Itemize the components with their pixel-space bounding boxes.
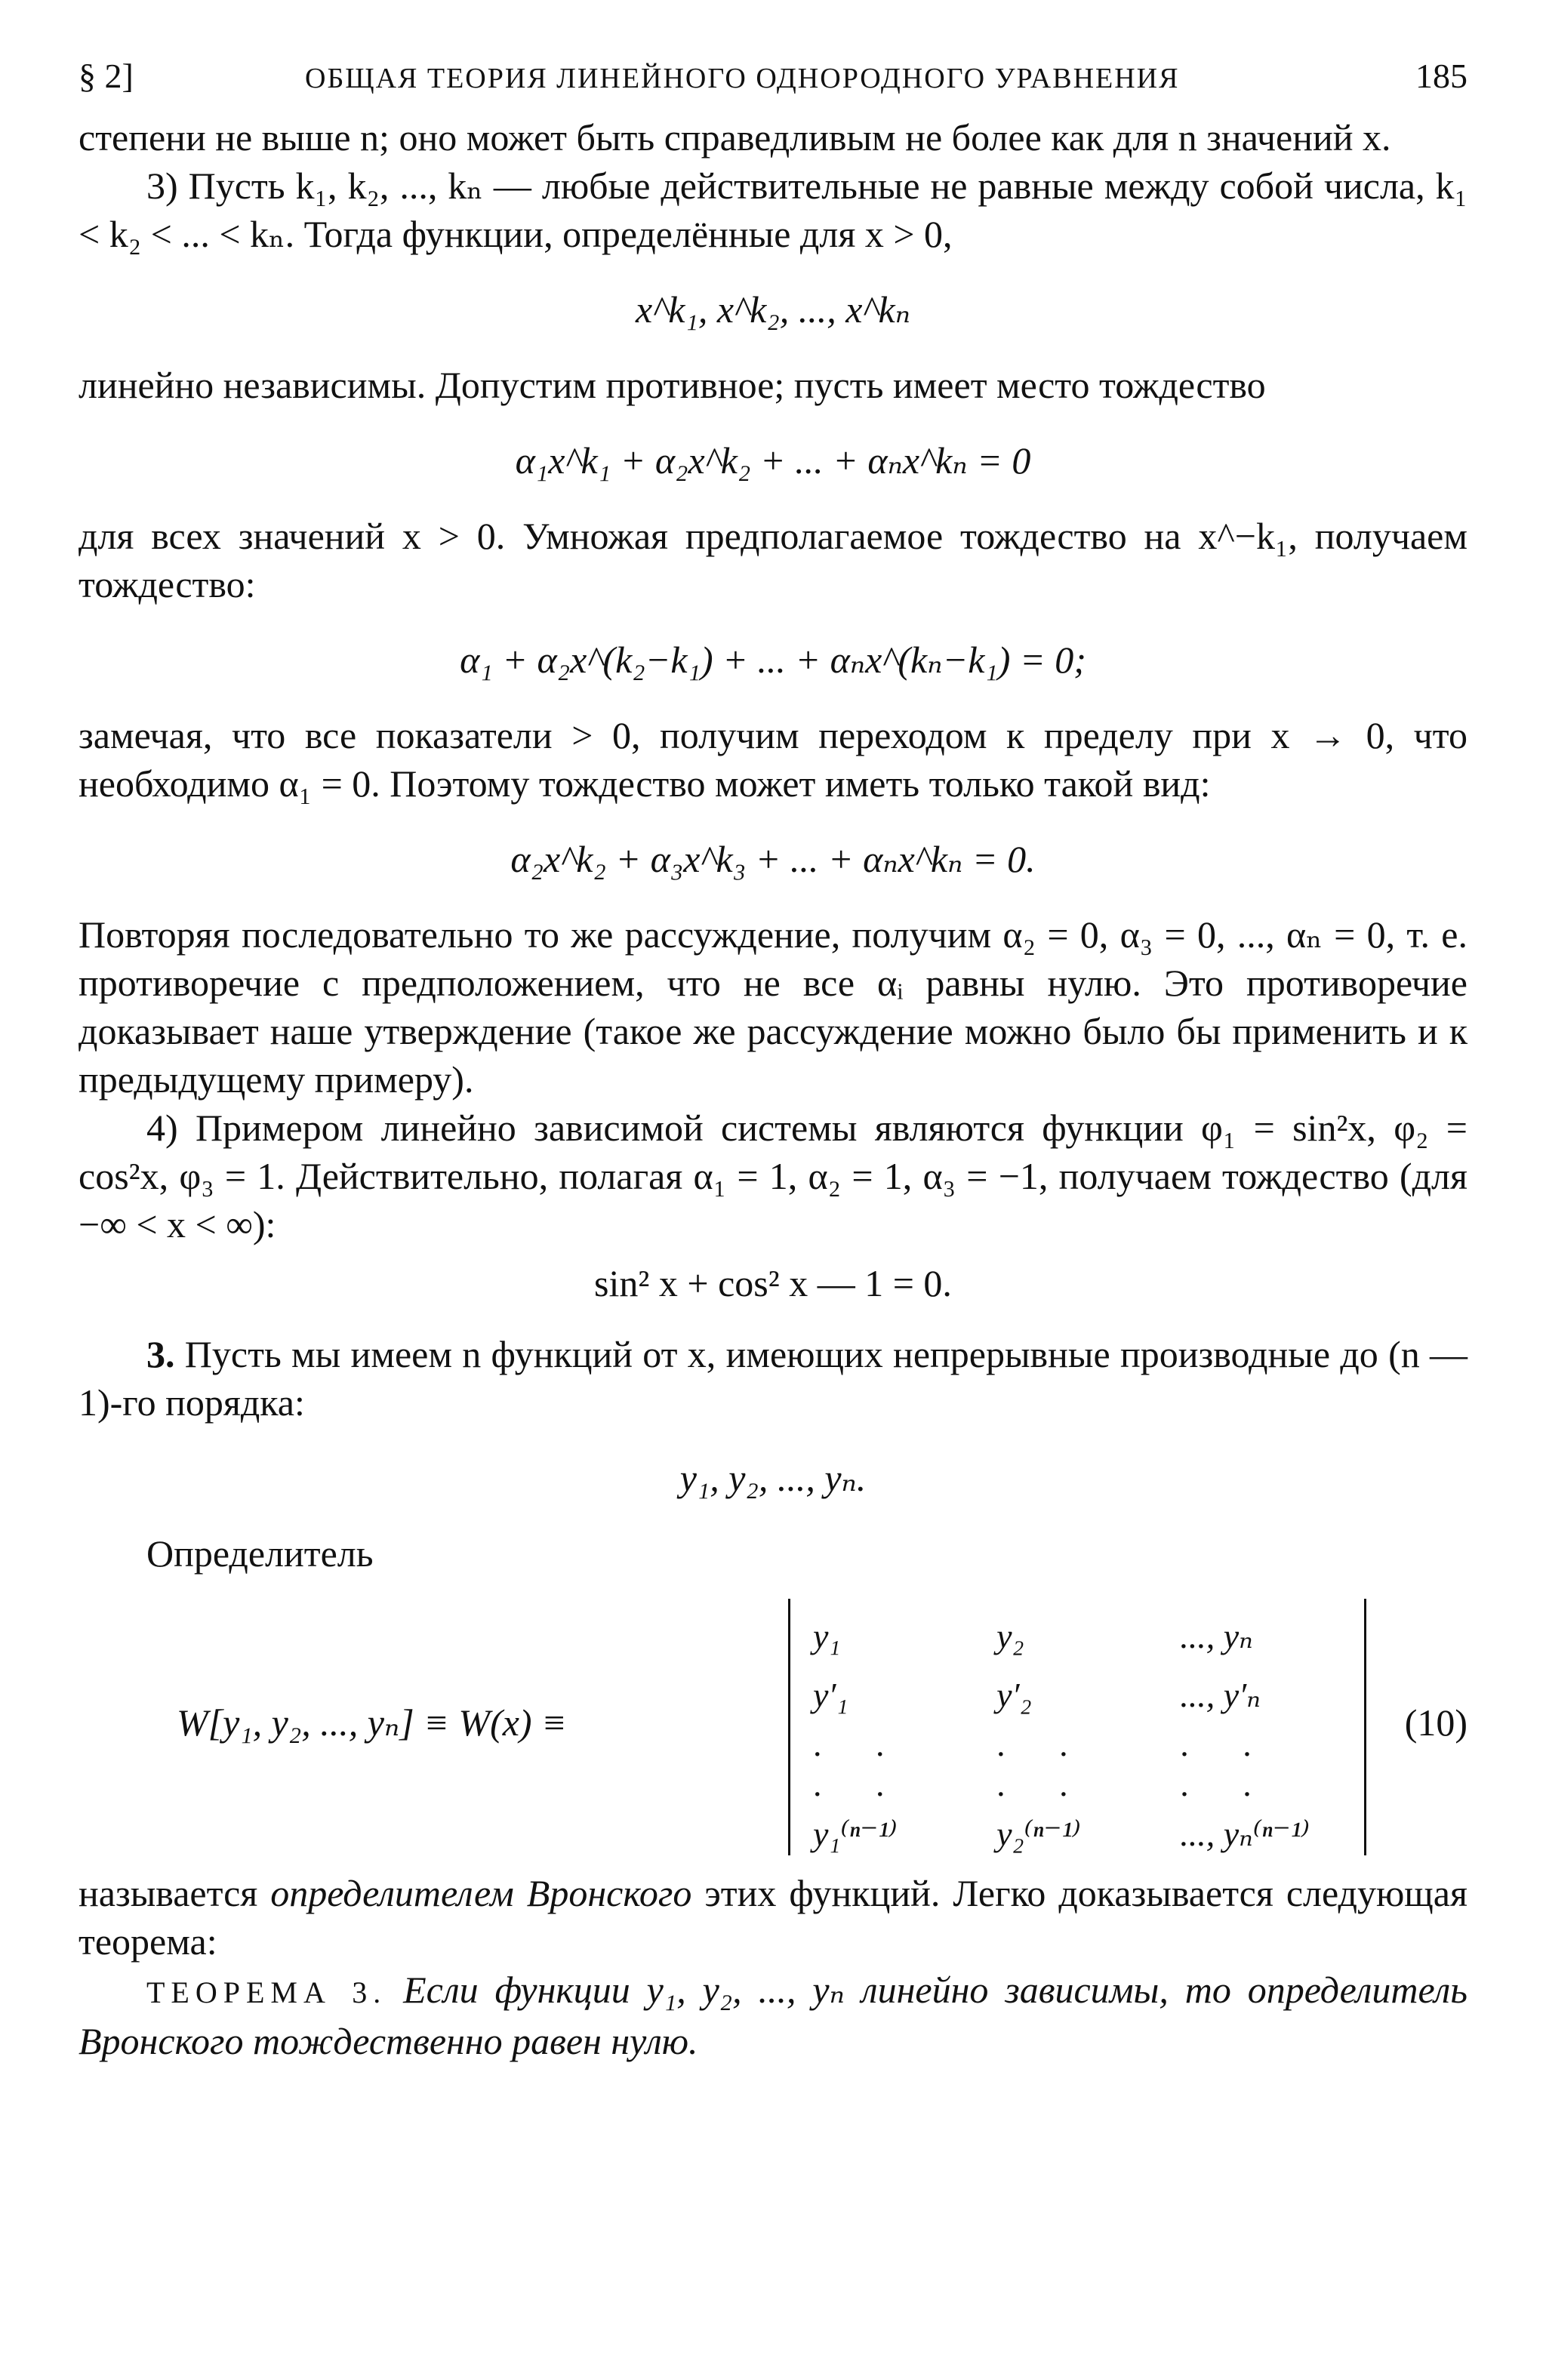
- paragraph-section-3: [79, 1330, 1467, 1427]
- equation-number: (10): [1404, 1701, 1467, 1744]
- matrix-row: [813, 1606, 1364, 1665]
- matrix-row: [813, 1804, 1364, 1863]
- text-run: этих функций. Легко доказывается следующая теорема:: [79, 1872, 1467, 1963]
- equation-powers: x^k₁, x^k₂, ..., x^kₙ: [636, 288, 910, 331]
- matrix-cell: y₁⁽ⁿ⁻¹⁾: [813, 1815, 898, 1853]
- matrix-cell: . . . .: [996, 1725, 1091, 1803]
- paragraph-4: замечая, что все показатели > 0, получим переходом к пределу при x → 0, что необходимо α₁ = 0. Поэтому тождество может иметь только такой вид:: [79, 714, 1467, 805]
- equation-identity: α₁x^k₁ + α₂x^k₂ + ... + αₙx^kₙ = 0: [515, 439, 1031, 482]
- page-number: 185: [1415, 57, 1467, 95]
- matrix-cell: . . . .: [813, 1725, 907, 1803]
- paragraph-3: для всех значений x > 0. Умножая предполагаемое тождество на x^−k₁, получаем тождество:: [79, 515, 1467, 605]
- matrix-row: [813, 1665, 1364, 1724]
- section-ref: § 2]: [79, 57, 134, 95]
- wronskian-determinant: [788, 1599, 1366, 1855]
- equation-divided: α₁ + α₂x^(k₂−k₁) + ... + αₙx^(kₙ−k₁) = 0;: [460, 639, 1086, 681]
- matrix-cell: ..., y′ₙ: [1180, 1676, 1261, 1714]
- matrix-cell: y₂⁽ⁿ⁻¹⁾: [996, 1815, 1081, 1853]
- paragraph-determinant-label: Определитель: [146, 1532, 374, 1575]
- matrix-cell: y₁: [813, 1616, 841, 1655]
- theorem-3: [79, 1966, 1467, 2065]
- matrix-cell: y₂: [996, 1616, 1024, 1655]
- matrix-cell: . . . .: [1180, 1725, 1274, 1803]
- theorem-label: ТЕОРЕМА 3.: [146, 1975, 387, 2009]
- wronskian-formula: [79, 1599, 1467, 1855]
- equation-functions: y₁, y₂, ..., yₙ.: [679, 1457, 867, 1499]
- page: [79, 45, 1467, 2065]
- paragraph-section-3-text: Пусть мы имеем n функций от x, имеющих непрерывные производные до (n — 1)-го порядка:: [79, 1333, 1468, 1424]
- matrix-cell: y′₁: [813, 1675, 848, 1714]
- matrix-cell: ..., yₙ⁽ⁿ⁻¹⁾: [1180, 1815, 1310, 1853]
- paragraph-1: степени не выше n; оно может быть справедливым не более как для n значений x.: [79, 116, 1391, 159]
- matrix-row: [813, 1724, 1364, 1804]
- equation-reduced: α₂x^k₂ + α₃x^k₃ + ... + αₙx^kₙ = 0.: [510, 838, 1036, 880]
- paragraph-5: Повторяя последовательно то же рассуждение, получим α₂ = 0, α₃ = 0, ..., αₙ = 0, т. е. противоречие с предположением, что не все αᵢ равны нулю. Это противоречие доказывает наше утверждение (такое же рассуждение можно было бы применить и к предыдущему примеру).: [79, 913, 1467, 1101]
- paragraph-example-3: 3) Пусть k₁, k₂, ..., kₙ — любые действительные не равные между собой числа, k₁ < k₂ < ... < kₙ. Тогда функции, определённые для x > 0,: [79, 165, 1467, 255]
- running-header: [79, 45, 1467, 113]
- matrix-cell: ..., yₙ: [1180, 1617, 1253, 1655]
- paragraph-wronskian-def: [79, 1869, 1467, 1966]
- term-wronskian: определителем Вронского: [270, 1872, 692, 1914]
- paragraph-example-4: 4) Примером линейно зависимой системы являются функции φ₁ = sin²x, φ₂ = cos²x, φ₃ = 1. Действительно, полагая α₁ = 1, α₂ = 1, α₃ = −1, получаем тождество (для −∞ < x < ∞):: [79, 1107, 1467, 1245]
- determinant-matrix: [813, 1606, 1364, 1863]
- equation-trig-identity: sin² x + cos² x — 1 = 0.: [594, 1262, 952, 1304]
- text-run: называется: [79, 1872, 271, 1914]
- running-title: ОБЩАЯ ТЕОРИЯ ЛИНЕЙНОГО ОДНОРОДНОГО УРАВНЕНИЯ: [305, 63, 1180, 94]
- wronskian-lhs: W[y₁, y₂, ..., yₙ] ≡ W(x) ≡: [177, 1701, 567, 1744]
- paragraph-2: линейно независимы. Допустим противное; пусть имеет место тождество: [79, 364, 1266, 406]
- item-number: 3.: [146, 1333, 175, 1375]
- theorem-text: Если функции y₁, y₂, ..., yₙ линейно зависимы, то определитель Вронского тождественно равен нулю.: [79, 1969, 1467, 2062]
- matrix-cell: y′₂: [996, 1675, 1032, 1714]
